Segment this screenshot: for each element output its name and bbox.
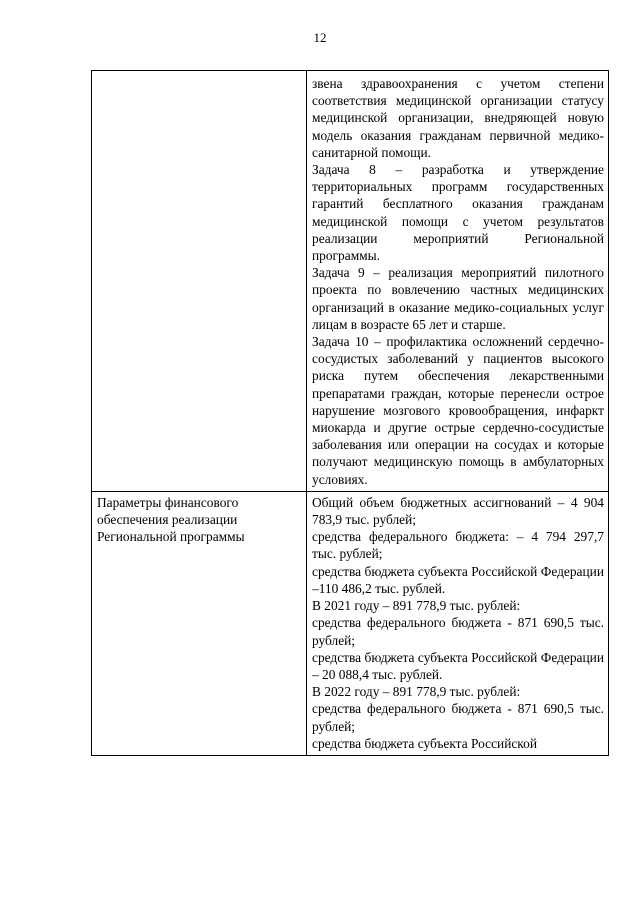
paragraph-2022-federal: средства федерального бюджета - 871 690,5 тыс. рублей; [312,701,604,734]
paragraph-2022-regional: средства бюджета субъекта Российской [312,735,537,751]
paragraph-2021-regional: средства бюджета субъекта Российской Федерации – 20 088,4 тыс. рублей. [312,649,604,682]
paragraph-task-10: Задача 10 – профилактика осложнений сердечно-сосудистых заболеваний у пациентов высокого риска путем обеспечения лекарственными препаратами граждан, которые перенесли острое нарушение мозгового кровообращения, инфаркт миокарда и другие острые сердечно-сосудистые заболевания или операции на сосудах и которые получают медицинскую помощь в амбулаторных условиях. [312,334,604,487]
paragraph-medical-org-status: звена здравоохранения с учетом степени соответствия медицинской организации статусу медицинской организации, внедряющей новую модель оказания гражданам первичной медико-санитарной помощи. [312,76,604,160]
paragraph-regional-budget: средства бюджета субъекта Российской Федерации –110 486,2 тыс. рублей. [312,563,604,596]
table-row [92,71,609,492]
page-number: 12 [313,30,327,45]
paragraph-2021-federal: средства федерального бюджета - 871 690,5 тыс. рублей; [312,615,604,648]
row-label-cell [92,71,307,492]
paragraph-task-9: Задача 9 – реализация мероприятий пилотного проекта по вовлечению частных медицинских организаций в оказание медико-социальных услуг лицам в возрасте 65 лет и старше. [312,265,604,332]
paragraph-year-2022: В 2022 году – 891 778,9 тыс. рублей: [312,684,521,700]
paragraph-total-budget: Общий объем бюджетных ассигнований – 4 904 783,9 тыс. рублей; [312,494,604,528]
row-content-cell [307,491,609,755]
paragraph-year-2021: В 2021 году – 891 778,9 тыс. рублей: [312,598,521,614]
paragraph-federal-budget: средства федерального бюджета: – 4 794 297,7 тыс. рублей; [312,529,604,562]
row-label-cell [92,491,307,755]
financing-parameters-label: Параметры финансового обеспечения реализации Региональной программы [97,494,245,545]
row-content-cell [307,71,609,492]
program-passport-table [91,70,609,756]
paragraph-task-8: Задача 8 – разработка и утверждение территориальных программ государственных гарантий бесплатного оказания гражданам медицинской помощи с учетом результатов реализации мероприятий Региональной программы. [312,162,604,264]
table-row [92,491,609,755]
